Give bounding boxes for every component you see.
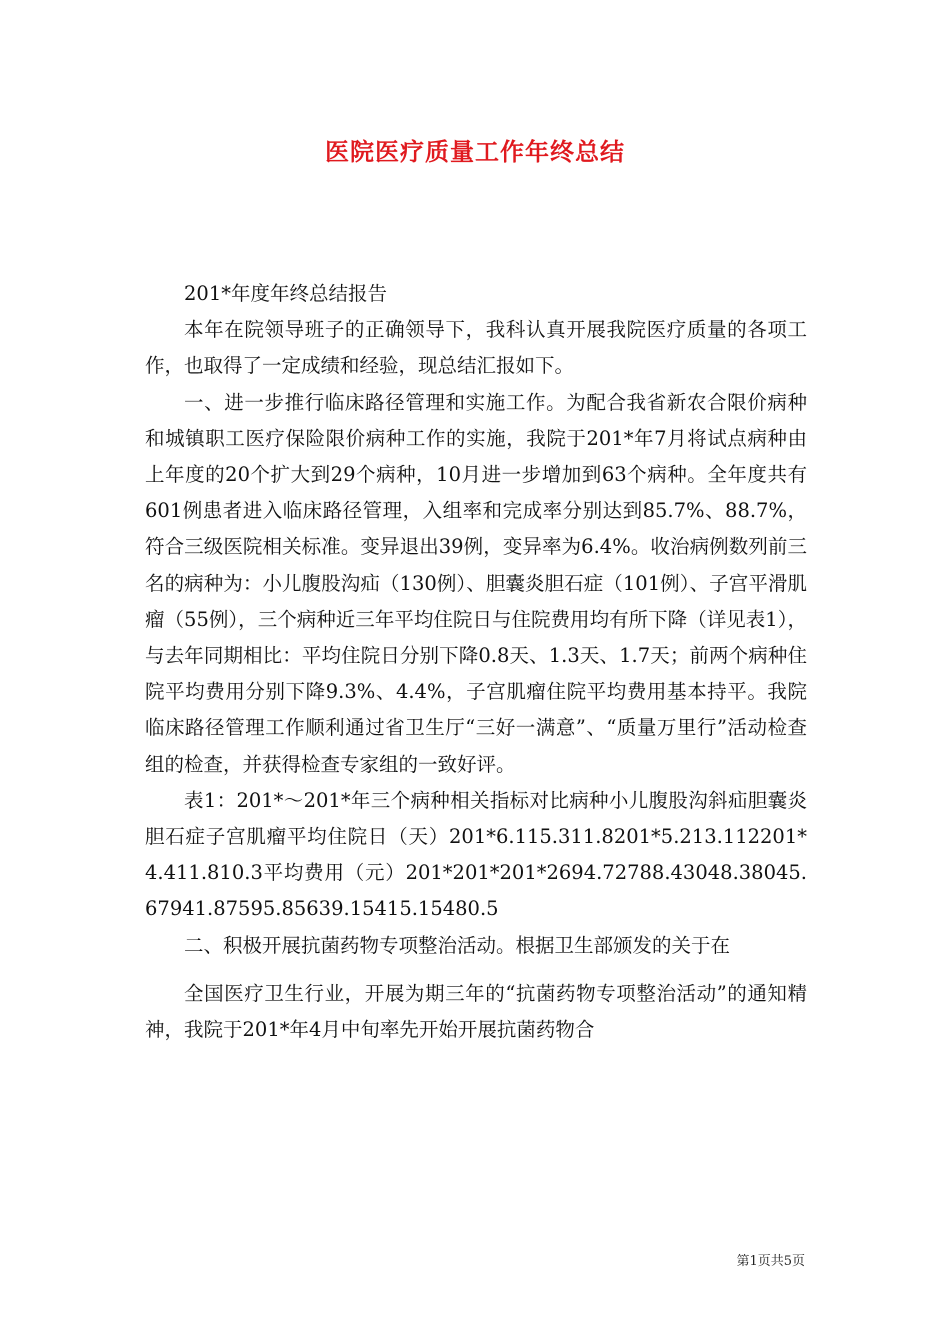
- section-two-paragraph: 二、积极开展抗菌药物专项整治活动。根据卫生部颁发的关于在: [184, 933, 731, 957]
- page-footer: [736, 1250, 805, 1269]
- report-subtitle: 201*年度年终总结报告: [184, 282, 387, 305]
- table-one-paragraph: 表1：201*～201*年三个病种相关指标对比病种小儿腹股沟斜疝胆囊炎胆石症子宫肌瘤平均住院日（天）201*6.115.311.8201*5.213.112201*4.411.810.3平均费用（元）201*201*201*2694.72788.43048.38045.67941.87595.85639.15415.15480.5: [145, 788, 807, 921]
- section-two-continued-paragraph: 全国医疗卫生行业，开展为期三年的“抗菌药物专项整治活动”的通知精神，我院于201*年4月中旬率先开始开展抗菌药物合: [145, 981, 807, 1042]
- intro-paragraph: 本年在院领导班子的正确领导下，我科认真开展我院医疗质量的各项工作，也取得了一定成绩和经验，现总结汇报如下。: [145, 318, 807, 378]
- page-number-label: 第1页共5页: [736, 1254, 805, 1269]
- document-body: [145, 276, 807, 1048]
- section-one-paragraph: 一、进一步推行临床路径管理和实施工作。为配合我省新农合限价病种和城镇职工医疗保险限价病种工作的实施，我院于201*年7月将试点病种由上年度的20个扩大到29个病种，10月进一步增加到63个病种。全年度共有601例患者进入临床路径管理，入组率和完成率分别达到85.7%、88.7%，符合三级医院相关标准。变异退出39例，变异率为6.4%。收治病例数列前三名的病种为：小儿腹股沟疝（130例）、胆囊炎胆石症（101例）、子宫平滑肌瘤（55例），三个病种近三年平均住院日与住院费用均有所下降（详见表1），与去年同期相比：平均住院日分别下降0.8天、1.3天、1.7天；前两个病种住院平均费用分别下降9.3%、4.4%，子宫肌瘤住院平均费用基本持平。我院临床路径管理工作顺利通过省卫生厅“三好一满意”、“质量万里行”活动检查组的检查，并获得检查专家组的一致好评。: [145, 390, 807, 776]
- document-title: 医院医疗质量工作年终总结: [325, 137, 625, 166]
